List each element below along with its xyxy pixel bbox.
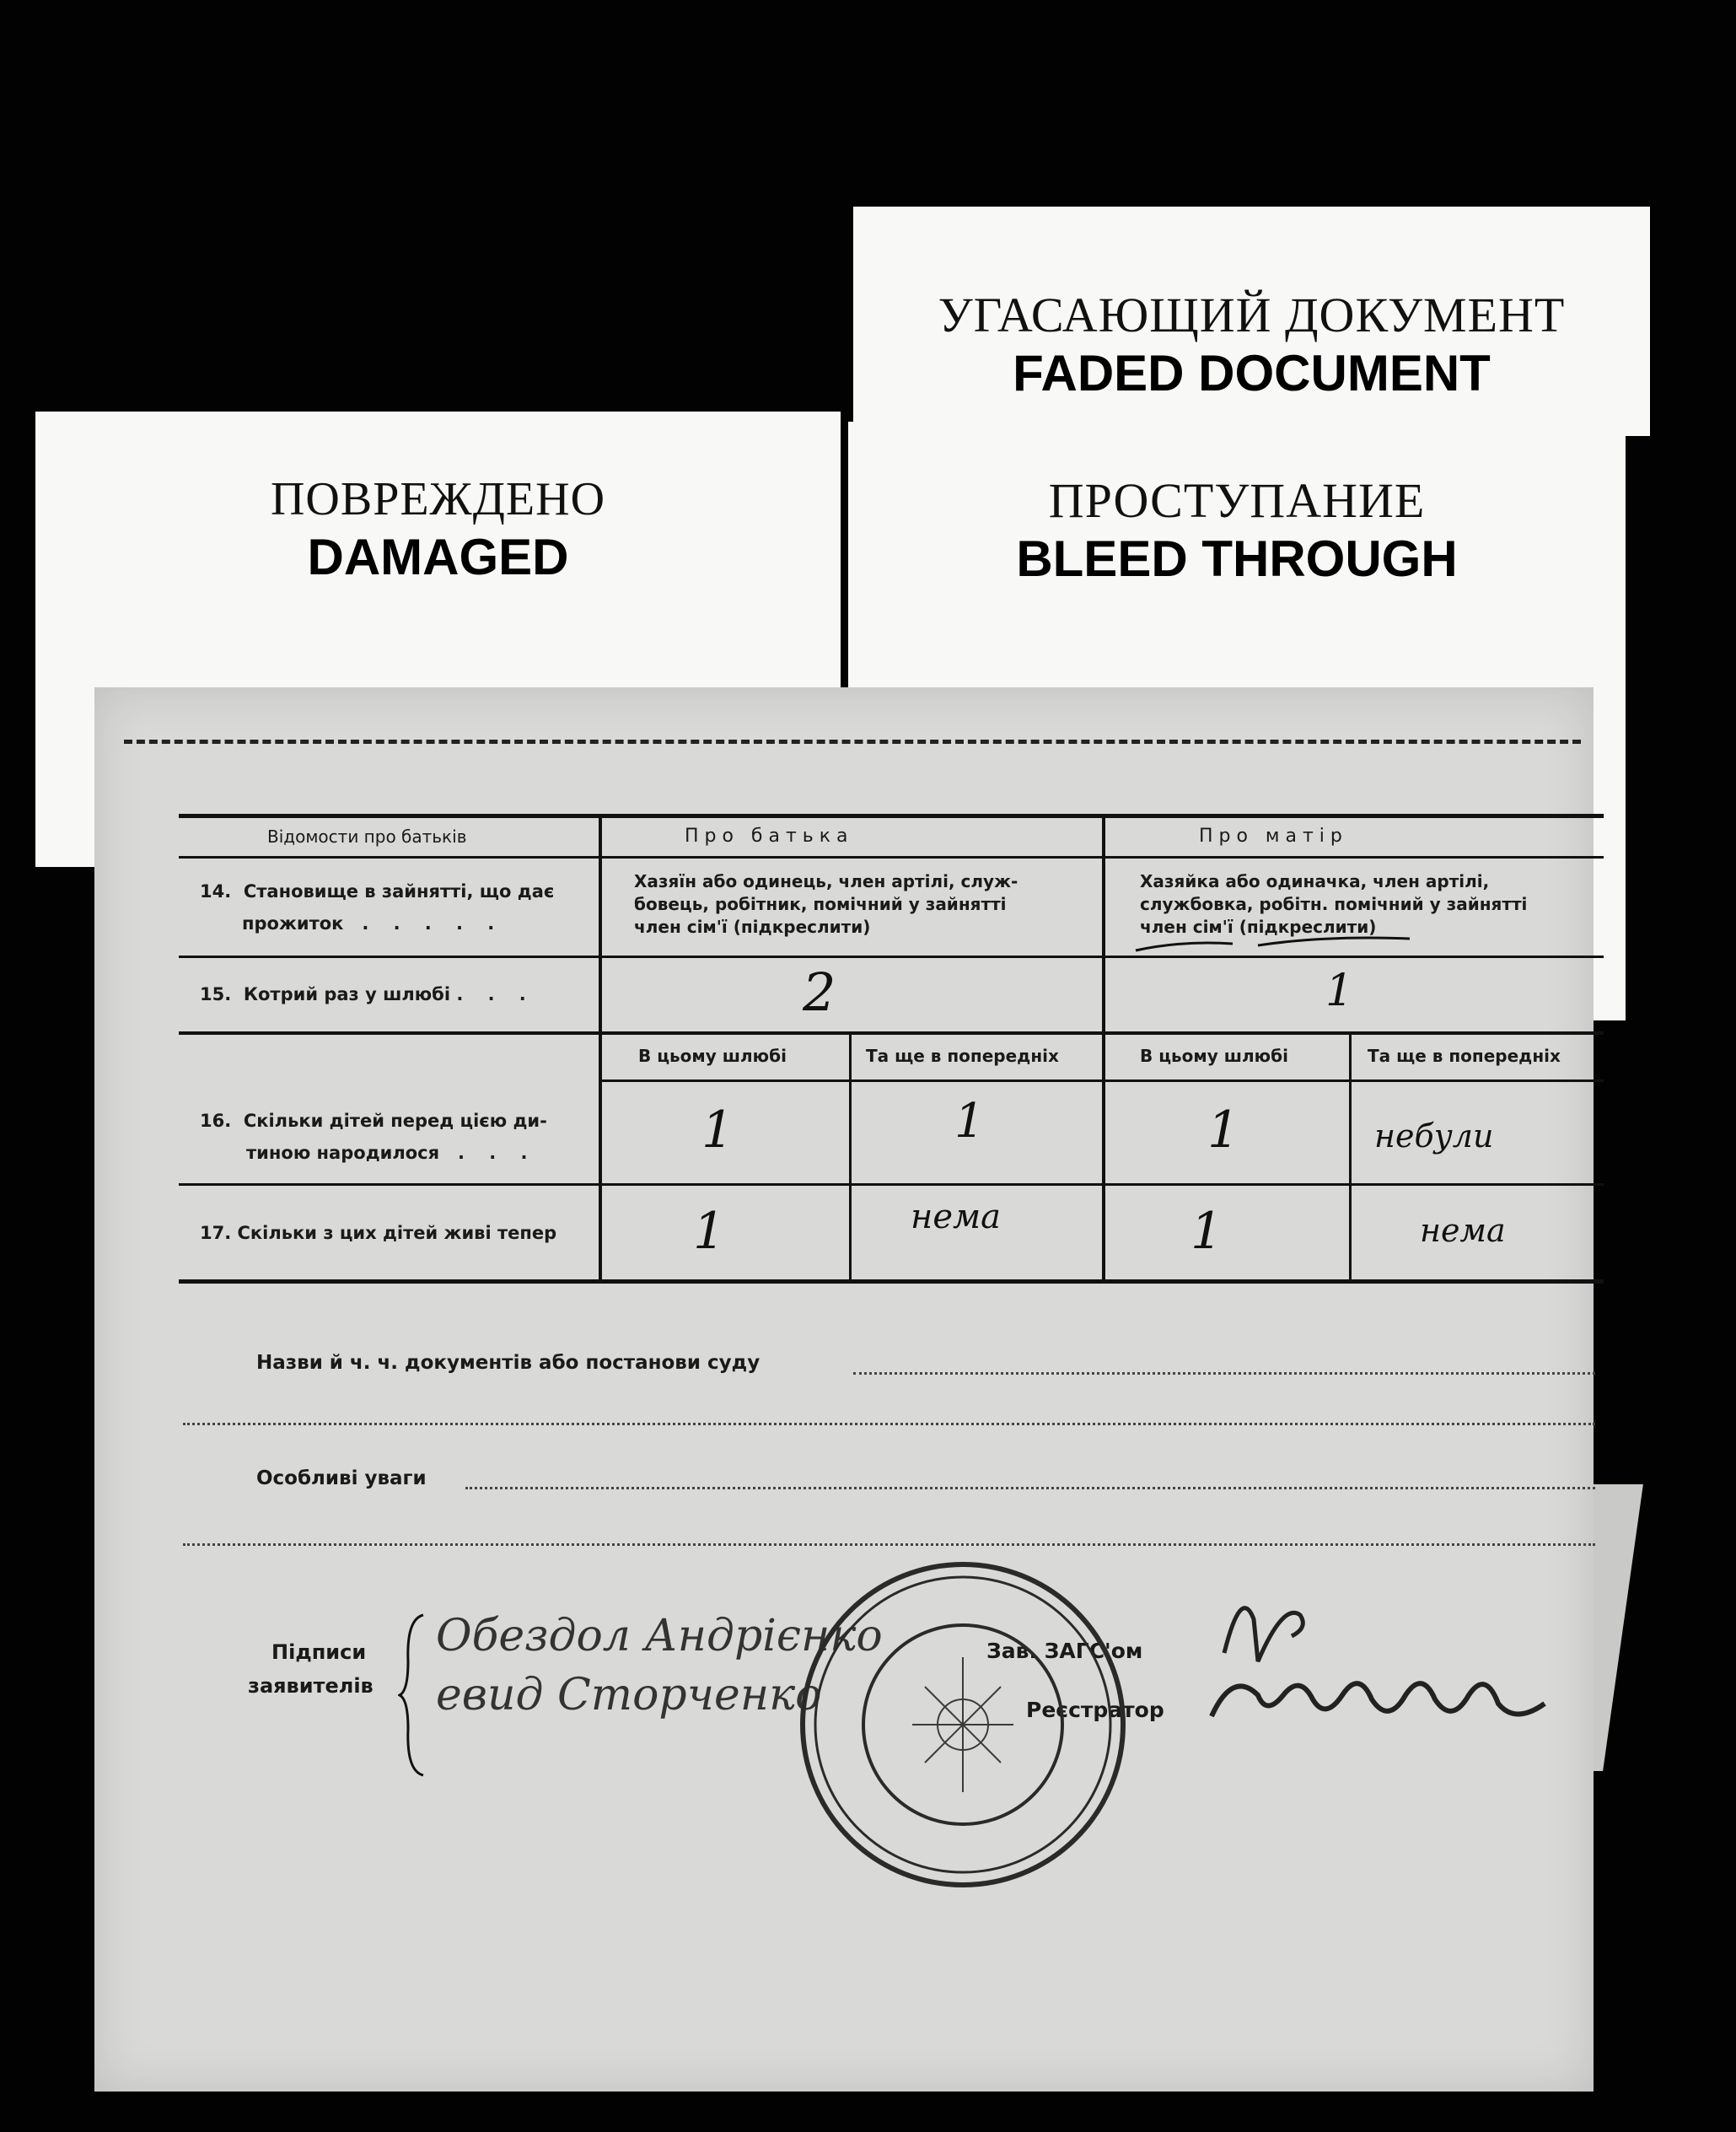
row16-father-this: 1 [701, 1101, 734, 1160]
row15-bottom-rule [179, 1031, 1604, 1035]
row14-mother-line1: Хазяйка або одиначка, член артілі, [1140, 871, 1490, 891]
applicant-signature-2: евид Сторченко [436, 1670, 822, 1720]
head-registry-label: Зав. ЗАГС'ом [986, 1639, 1143, 1663]
documents-line-1 [853, 1372, 1595, 1375]
row17-label: 17. Скільки з цих дітей живі тепер [200, 1223, 557, 1243]
official-round-stamp [794, 1556, 1131, 1893]
notes-line-1 [465, 1487, 1595, 1489]
subheader-mother-this: В цьому шлюбі [1140, 1046, 1288, 1066]
row14-label-line1: 14. Становище в зайнятті, що дає [200, 881, 555, 902]
row16-mother-this: 1 [1207, 1101, 1240, 1160]
notes-label: Особливі уваги [256, 1467, 427, 1489]
subheader-father-this: В цьому шлюбі [638, 1046, 787, 1066]
col-divider-1 [599, 814, 602, 1284]
documents-label: Назви й ч. ч. документів або постанови суду [256, 1352, 761, 1374]
damaged-label-en: DAMAGED [307, 529, 569, 585]
row14-label-line2: прожиток . . . . . [242, 913, 495, 934]
header-father: П р о б а т ь к а [685, 826, 848, 847]
subheader-father-previous: Та ще в попередніх [866, 1046, 1059, 1066]
row14-mother-line3: член сім'ї (підкреслити) [1140, 917, 1377, 937]
official-signatures [1207, 1569, 1587, 1737]
row14-mother-line2: службовка, робітн. помічний у зайнятті [1140, 894, 1528, 914]
registry-form-sheet [94, 687, 1594, 2092]
col-divider-2 [1102, 814, 1105, 1284]
row17-father-this: 1 [693, 1202, 726, 1261]
row14-father-line2: бовець, робітник, помічний у зайнятті [634, 894, 1007, 914]
table-top-rule [179, 814, 1604, 818]
subheader-mother-previous: Та ще в попередніх [1368, 1046, 1561, 1066]
col-divider-4 [1349, 1031, 1352, 1284]
row17-father-previous: нема [911, 1198, 1002, 1236]
row16-mother-previous: небули [1374, 1117, 1494, 1155]
row15-mother-value: 1 [1325, 966, 1354, 1016]
notes-line-2 [183, 1543, 1595, 1546]
row17-mother-this: 1 [1190, 1202, 1223, 1261]
signatures-label-line1: Підписи [271, 1640, 367, 1664]
header-parents-info: Відомости про батьків [267, 826, 467, 847]
row15-father-value: 2 [803, 961, 836, 1023]
signature-brace [398, 1611, 432, 1779]
row16-label-line1: 16. Скільки дітей перед цією ди- [200, 1111, 547, 1131]
header-mother: П р о м а т і р [1199, 826, 1342, 847]
mother-underline-mark [1131, 925, 1418, 959]
row15-label: 15. Котрий раз у шлюбі . . . [200, 984, 526, 1004]
row14-father-line1: Хазяїн або одинець, член артілі, служ- [634, 871, 1018, 891]
row17-mother-previous: нема [1420, 1212, 1506, 1249]
faded-document-card [853, 207, 1650, 436]
row16-label-line2: тиною народилося . . . [246, 1143, 528, 1163]
table-bottom-rule [179, 1279, 1604, 1284]
damaged-label-ru: ПОВРЕЖДЕНО [270, 473, 606, 525]
bleed-label-ru: ПРОСТУПАНИЕ [1048, 473, 1426, 528]
registrar-label: Реєстратор [1026, 1698, 1164, 1722]
row16-father-previous: 1 [954, 1094, 985, 1149]
documents-line-2 [183, 1423, 1595, 1425]
faded-label-en: FADED DOCUMENT [1013, 345, 1491, 401]
header-bottom-rule [179, 856, 1604, 859]
row14-father-line3: член сім'ї (підкреслити) [634, 917, 871, 937]
col-divider-3 [849, 1031, 852, 1284]
perforation-line [124, 740, 1581, 744]
applicant-signature-1: Обездол Андрієнко [436, 1611, 883, 1661]
signatures-label-line2: заявителів [248, 1674, 374, 1698]
row16-bottom-rule [179, 1183, 1604, 1186]
faded-label-ru: УГАСАЮЩИЙ ДОКУМЕНТ [938, 288, 1566, 342]
bleed-label-en: BLEED THROUGH [1016, 530, 1458, 587]
